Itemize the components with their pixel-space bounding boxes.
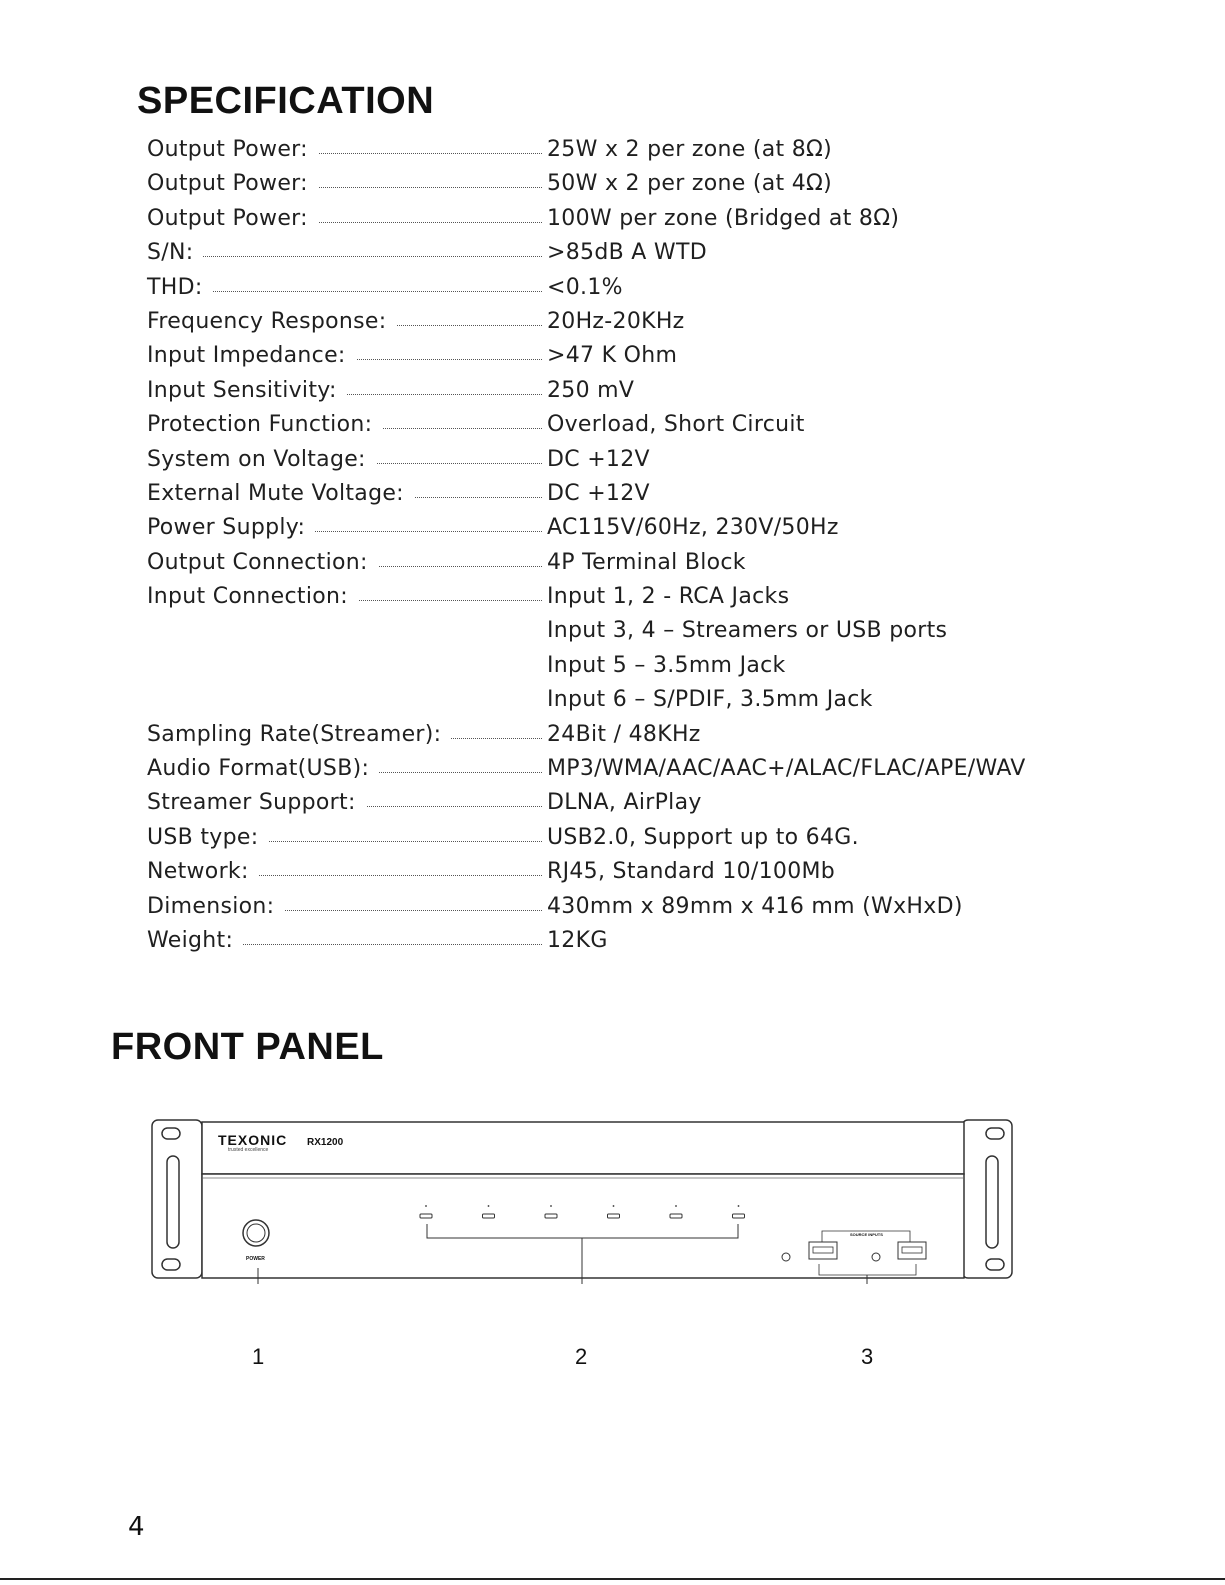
spec-value: 12KG [547,927,608,953]
page-bottom-rule [0,1578,1225,1580]
right-rack-ear [962,1120,1012,1278]
spec-label: Dimension: [147,890,284,924]
selector-indicator-dot [425,1205,427,1207]
model-label: RX1200 [307,1137,344,1148]
input-selector-button[interactable] [483,1214,495,1218]
spec-label: Sampling Rate(Streamer): [147,718,451,752]
power-label: POWER [246,1256,265,1262]
front-panel-heading: FRONT PANEL [111,1026,384,1068]
spec-label: S/N: [147,236,203,270]
spec-label: Input Connection: [147,580,358,614]
selector-indicator-dot [675,1205,677,1207]
input-selector-button[interactable] [608,1214,620,1218]
spec-value: 25W x 2 per zone (at 8Ω) [547,137,833,162]
spec-label: Input Impedance: [147,339,356,373]
spec-value: RJ45, Standard 10/100Mb [547,859,836,885]
spec-label: Frequency Response: [147,305,396,339]
spec-label: USB type: [147,821,268,855]
spec-label: Streamer Support: [147,786,366,820]
left-rack-ear [152,1120,202,1278]
spec-value: 20Hz-20KHz [547,308,685,334]
spec-label: Output Power: [147,167,318,201]
callout-2: 2 [575,1344,588,1369]
spec-value: Input 5 – 3.5mm Jack [547,652,786,678]
spec-label: Weight: [147,924,243,958]
spec-value: 4P Terminal Block [547,549,746,575]
spec-label: Input Sensitivity: [147,374,347,408]
front-panel-diagram [150,1118,1016,1284]
chassis-front [202,1174,964,1278]
callout-3: 3 [861,1344,874,1369]
link-led-a [782,1253,790,1261]
spec-value: DLNA, AirPlay [547,790,702,816]
spec-value: AC115V/60Hz, 230V/50Hz [547,515,839,541]
spec-value: Overload, Short Circuit [547,412,805,438]
spec-value: <0.1% [547,274,623,300]
selector-indicator-dot [550,1205,552,1207]
input-selector-button[interactable] [733,1214,745,1218]
spec-value: 24Bit / 48KHz [547,721,701,747]
callout-1: 1 [252,1344,265,1369]
spec-label: External Mute Voltage: [147,477,414,511]
spec-label: THD: [147,271,213,305]
input-selector-button[interactable] [420,1214,432,1218]
input-selector-button[interactable] [545,1214,557,1218]
spec-value: 430mm x 89mm x 416 mm (WxHxD) [547,893,963,919]
source-inputs-label: SOURCE INPUTS [850,1232,883,1237]
spec-value: 250 mV [547,377,635,403]
selector-indicator-dot [613,1205,615,1207]
spec-label: System on Voltage: [147,443,376,477]
spec-value: Input 1, 2 - RCA Jacks [547,584,790,610]
spec-value: USB2.0, Support up to 64G. [547,824,859,850]
spec-label: Output Connection: [147,546,378,580]
spec-value: Input 3, 4 – Streamers or USB ports [547,618,948,644]
spec-value: Input 6 – S/PDIF, 3.5mm Jack [547,687,873,713]
spec-label: Audio Format(USB): [147,752,379,786]
page-number: 4 [128,1512,145,1542]
link-led-b [872,1253,880,1261]
selector-indicator-dot [738,1205,740,1207]
chassis-top [202,1122,964,1174]
spec-value: MP3/WMA/AAC/AAC+/ALAC/FLAC/APE/WAV [547,756,1026,782]
selector-indicator-dot [488,1205,490,1207]
spec-value: DC +12V [547,446,650,472]
spec-value: >85dB A WTD [547,240,707,266]
spec-label: Output Power: [147,133,318,167]
input-selector-button[interactable] [670,1214,682,1218]
brand-tagline: trusted excellence [228,1147,269,1153]
spec-label: Protection Function: [147,408,382,442]
spec-label: Output Power: [147,202,318,236]
spec-value: DC +12V [547,480,650,506]
spec-value: 100W per zone (Bridged at 8Ω) [547,205,900,231]
spec-value: >47 K Ohm [547,343,678,369]
brand-logo: TEXONIC [218,1132,288,1148]
spec-label: Network: [147,855,259,889]
dotted-leader [147,256,542,257]
spec-value: 50W x 2 per zone (at 4Ω) [547,171,833,197]
spec-label: Power Supply: [147,511,315,545]
specification-heading: SPECIFICATION [137,80,435,122]
